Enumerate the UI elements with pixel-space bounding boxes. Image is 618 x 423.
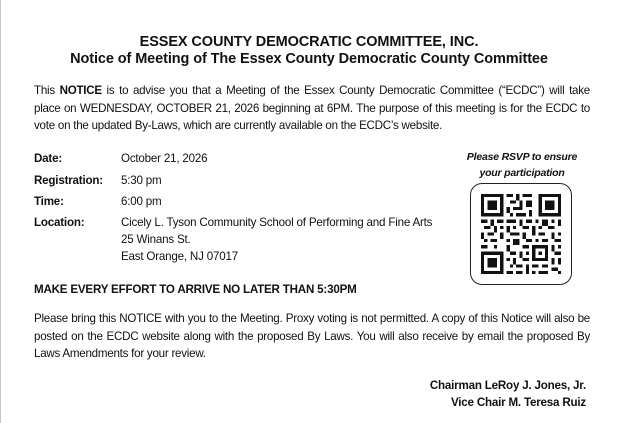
rsvp-line-1: Please RSVP to ensure [466, 151, 578, 163]
qr-code-graphic [481, 194, 561, 274]
location-value [121, 214, 432, 265]
intro-notice-word: NOTICE [59, 84, 102, 97]
arrival-deadline: MAKE EVERY EFFORT TO ARRIVE NO LATER THAN 5:30PM [34, 283, 357, 296]
qr-code-icon[interactable] [470, 183, 572, 285]
location-street: 25 Winans St. [121, 233, 191, 246]
rsvp-line-2: your participation [479, 166, 565, 179]
bring-notice-paragraph: Please bring this NOTICE with you to the Meeting. Proxy voting is not permitted. A copy of this Notice will also be posted on the ECDC website along with the proposed By Laws. You will also receive by email the proposed By Laws Amendments for your review. [34, 312, 590, 360]
date-value: October 21, 2026 [121, 152, 208, 165]
location-city: East Orange, NJ 07017 [121, 250, 238, 263]
organization-title: ESSEX COUNTY DEMOCRATIC COMMITTEE, INC. [139, 34, 479, 50]
intro-paragraph [34, 82, 590, 135]
registration-label: Registration: [34, 174, 103, 187]
registration-value: 5:30 pm [121, 174, 162, 187]
rsvp-prompt [452, 150, 592, 181]
notice-title: Notice of Meeting of The Essex County Democratic County Committee [70, 51, 548, 67]
vice-chair-signature: Vice Chair M. Teresa Ruiz [450, 396, 586, 409]
date-label: Date: [34, 152, 62, 165]
time-label: Time: [34, 195, 64, 208]
intro-body: is to advise you that a Meeting of the Essex County Democratic Committee (“ECDC”) will take place on WEDNESDAY, OCTOBER 21, 2026 beginning at 6PM. The purpose of this meeting is for the ECDC to vote on the updated By-Laws, which are currently available on the ECDC’s website. [34, 84, 590, 132]
location-venue: Cicely L. Tyson Community School of Performing and Fine Arts [121, 216, 433, 229]
time-value: 6:00 pm [121, 195, 162, 208]
chairman-signature: Chairman LeRoy J. Jones, Jr. [429, 379, 586, 392]
location-label: Location: [34, 216, 85, 229]
intro-prefix: This [34, 84, 60, 97]
